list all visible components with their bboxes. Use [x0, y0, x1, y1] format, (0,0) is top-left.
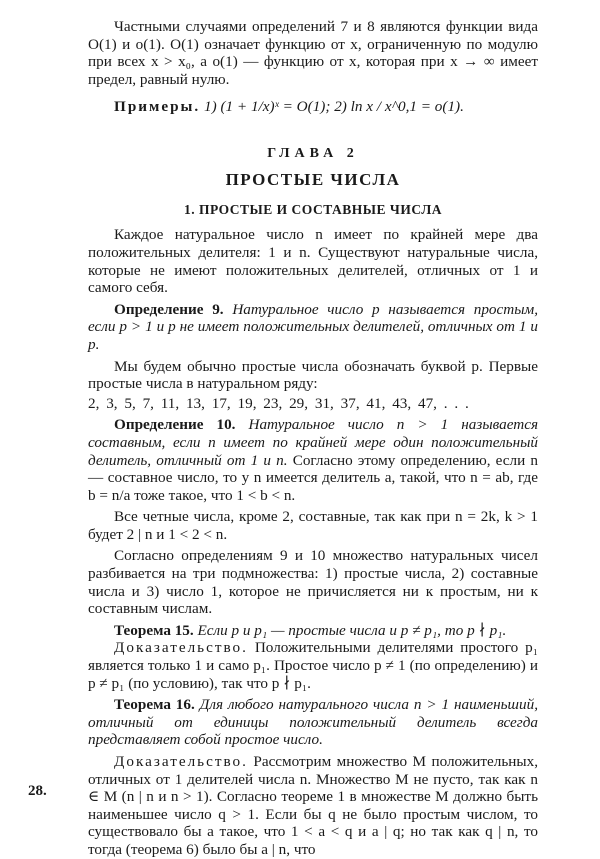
proof-16 — [88, 753, 538, 859]
proof-16-text: Рассмотрим множество M положительных, отличных от 1 делителей числа n. Множество M не пусто, так как n ∈ M (n | n и n > 1). Согласно теореме 1 в множестве M должно быть наименьшее число q > 1. Если бы q не было простым числом, то существовало бы a такое, что 1 < a < q и a | q; но так как q | n, то тогда (теорема 6) было бы a | n, что — [88, 753, 539, 858]
theorem-16-label: Теорема 16. — [114, 696, 195, 714]
proof-16-label: Доказательство. — [114, 753, 248, 770]
chapter-title: ПРОСТЫЕ ЧИСЛА — [225, 170, 401, 190]
chapter-label: ГЛАВА 2 — [267, 146, 359, 162]
primes-list: 2, 3, 5, 7, 11, 13, 17, 19, 23, 29, 31, 37, 41, 43, 47, . . . — [88, 394, 469, 412]
paragraph-subsets: Согласно определениям 9 и 10 множество натуральных чисел разбивается на три подмножества: 1) простые числа, 2) составные числа и 3) число 1, которое не причисляется ни к простым, ни к составным числам. — [88, 547, 538, 618]
definition-9-text: Натуральное число p называется простым, если p > 1 и p не имеет положительных делителей, отличных от 1 и p. — [88, 300, 539, 353]
proof-15-label: Доказательство. — [114, 639, 248, 657]
paragraph-divisors: Каждое натуральное число n имеет по крайней мере два положительных делителя: 1 и n. Существуют натуральные числа, которые не имеют положительных делителей, отличных от 1 и самого себя. — [88, 226, 538, 297]
proof-15-text: Положительными делителями простого p₁ является только 1 и само p₁. Простое число p ≠ 1 (по определению) и p ≠ p₁ (по условию), так что p ∤ p₁. — [88, 639, 538, 692]
definition-10 — [88, 416, 538, 504]
page-number: 28. — [28, 783, 47, 799]
theorem-15-text: Если p и p₁ — простые числа и p ≠ p₁, то p ∤ p₁. — [197, 621, 507, 639]
definition-10-rest: Согласно этому определению, если n — составное число, то у n имеется делитель a, такой, что n = ab, где b = n/a тоже такое, что 1 < b < n. — [88, 451, 539, 504]
proof-15 — [88, 639, 538, 692]
paragraph-even-numbers: Все четные числа, кроме 2, составные, так как при n = 2k, k > 1 будет 2 | n и 1 < 2 < n. — [88, 508, 538, 543]
theorem-15-label: Теорема 15. — [114, 621, 194, 639]
theorem-15 — [88, 622, 538, 640]
theorem-16-text: Для любого натурального числа n > 1 наименьший, отличный от единицы положительный делитель всегда представляет собой простое число. — [88, 696, 538, 749]
definition-9 — [88, 301, 538, 354]
paragraph-primes-intro: Мы будем обычно простые числа обозначать буквой p. Первые простые числа в натуральном ряду: — [88, 357, 538, 393]
definition-10-label: Определение 10. — [114, 416, 236, 434]
definition-10-text: Натуральное число n > 1 называется составным, если n имеет по крайней мере один положительный делитель, отличный от 1 и n. — [88, 416, 538, 469]
examples-formula: 1) (1 + 1/x)ˣ = O(1); 2) ln x / x^0,1 = o(1). — [204, 98, 464, 116]
section-title: 1. ПРОСТЫЕ И СОСТАВНЫЕ ЧИСЛА — [183, 202, 443, 218]
examples-label: Примеры. — [114, 98, 201, 116]
theorem-16 — [88, 696, 538, 749]
intro-paragraph: Частными случаями определений 7 и 8 являются функции вида O(1) и o(1). O(1) означает функцию от x, ограниченную по модулю при всех x > x₀, а o(1) — функцию от x, которая при x → ∞ имеет предел, равный нулю. — [88, 18, 538, 88]
examples-line — [88, 94, 538, 120]
definition-9-label: Определение 9. — [114, 300, 224, 318]
